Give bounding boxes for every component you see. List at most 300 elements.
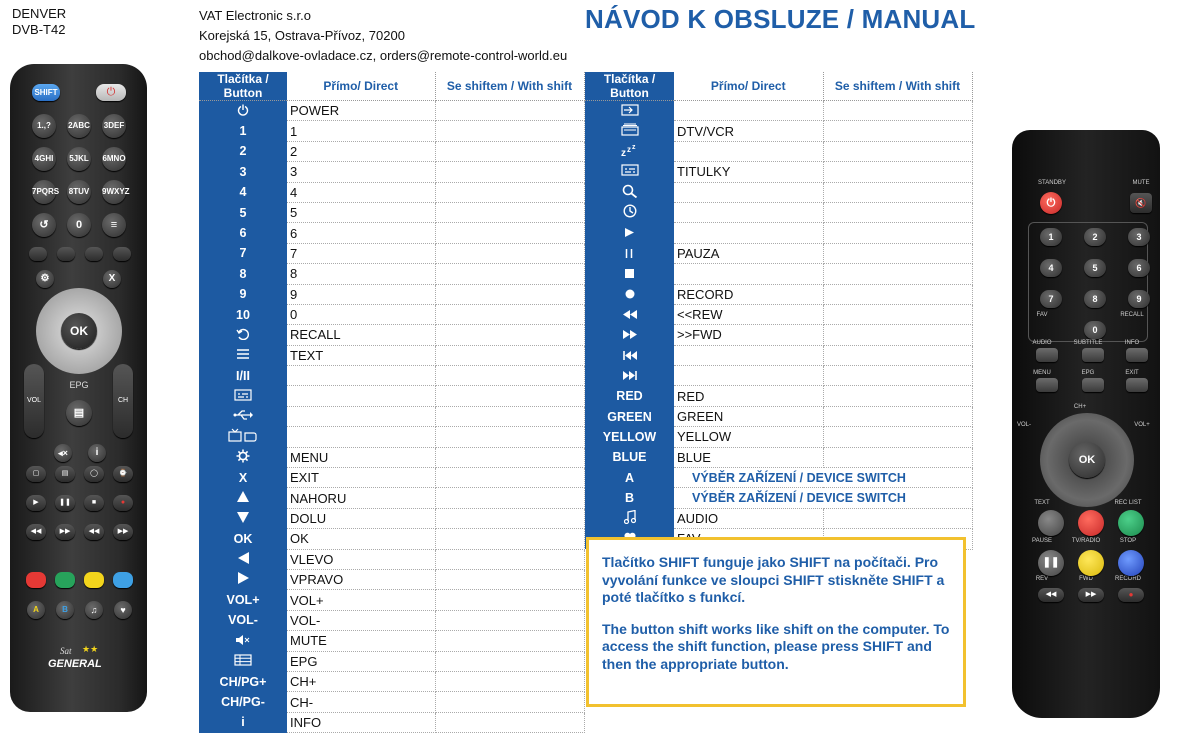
logo-stars: ★★ bbox=[82, 644, 99, 654]
button-cell bbox=[585, 121, 674, 141]
epg-key: ▤ bbox=[66, 400, 92, 426]
button-cell bbox=[585, 264, 674, 284]
shift-cell bbox=[435, 345, 584, 365]
dtv-vcr-icon bbox=[621, 123, 639, 139]
button-cell: 4 bbox=[199, 182, 287, 202]
direct-cell bbox=[287, 427, 435, 447]
original-key-label: FAV bbox=[1036, 312, 1048, 318]
original-key-label: VOL+ bbox=[1134, 422, 1150, 428]
original-key-label: TV/RADIO bbox=[1071, 538, 1101, 544]
direct-cell: RECORD bbox=[674, 284, 823, 304]
table-row bbox=[585, 427, 972, 447]
shift-cell bbox=[435, 243, 584, 263]
direct-cell bbox=[674, 223, 823, 243]
shift-cell bbox=[435, 386, 584, 406]
original-digit-key: 3 bbox=[1128, 228, 1150, 246]
original-function-key bbox=[1082, 348, 1104, 362]
button-cell bbox=[199, 569, 287, 589]
direct-cell: EXIT bbox=[287, 468, 435, 488]
model-name: DVB-T42 bbox=[12, 22, 66, 37]
original-key-label: REC LIST bbox=[1114, 500, 1142, 506]
note-english: The button shift works like shift on the computer. To access the shift function, please press SHIFT and then the appropriate button. bbox=[602, 620, 950, 672]
shift-cell bbox=[823, 386, 972, 406]
digit-key: 1.,? bbox=[32, 114, 56, 138]
button-cell: 8 bbox=[199, 264, 287, 284]
direct-cell bbox=[287, 406, 435, 426]
b-key: B bbox=[56, 601, 74, 619]
original-digit-key: 2 bbox=[1084, 228, 1106, 246]
shift-cell bbox=[823, 284, 972, 304]
button-cell: i bbox=[199, 712, 287, 732]
table-row bbox=[585, 141, 972, 161]
direct-cell: INFO bbox=[287, 712, 435, 732]
company-block bbox=[199, 6, 567, 66]
shift-cell bbox=[435, 427, 584, 447]
original-ok-key: OK bbox=[1069, 442, 1105, 478]
button-cell: VOL- bbox=[199, 610, 287, 630]
original-rev-key: ◀◀ bbox=[1038, 588, 1064, 602]
subtitle-icon bbox=[234, 389, 252, 404]
media-key: ◀◀ bbox=[84, 524, 104, 540]
logo-general: GENERAL bbox=[48, 658, 102, 670]
direct-cell: VOL- bbox=[287, 610, 435, 630]
table-row bbox=[585, 304, 972, 324]
col-header-button: Tlačítka / Button bbox=[199, 72, 287, 101]
button-cell bbox=[199, 651, 287, 671]
button-cell bbox=[585, 304, 674, 324]
mute-icon bbox=[236, 634, 250, 648]
shift-cell bbox=[435, 549, 584, 569]
button-cell bbox=[585, 141, 674, 161]
fav-key: ♥ bbox=[114, 601, 132, 619]
media-key: ◯ bbox=[84, 466, 104, 482]
button-cell bbox=[199, 345, 287, 365]
fast-forward-icon bbox=[623, 328, 637, 342]
power-button: ⏻ bbox=[96, 84, 126, 101]
power-icon bbox=[237, 104, 249, 119]
direct-cell: PAUZA bbox=[674, 243, 823, 263]
button-cell bbox=[585, 162, 674, 182]
button-cell bbox=[199, 508, 287, 528]
button-cell: OK bbox=[199, 529, 287, 549]
direct-cell: 5 bbox=[287, 202, 435, 222]
col-header-direct: Přímo/ Direct bbox=[287, 72, 435, 101]
shift-cell bbox=[435, 304, 584, 324]
usb-icon bbox=[233, 409, 253, 424]
shift-cell bbox=[823, 121, 972, 141]
company-name: VAT Electronic s.r.o bbox=[199, 8, 311, 23]
shift-cell bbox=[435, 121, 584, 141]
original-digit-key: 0 bbox=[1084, 321, 1106, 339]
direct-cell: 8 bbox=[287, 264, 435, 284]
shift-cell bbox=[435, 182, 584, 202]
original-key-label: RECORD bbox=[1114, 576, 1141, 582]
table-row bbox=[585, 468, 972, 488]
button-cell: 1 bbox=[199, 121, 287, 141]
button-cell bbox=[199, 549, 287, 569]
shift-cell bbox=[823, 223, 972, 243]
table-row bbox=[585, 121, 972, 141]
text-key: ≡ bbox=[102, 213, 126, 237]
direct-cell: 0 bbox=[287, 304, 435, 324]
media-key: ▶ bbox=[26, 495, 46, 511]
zoom-icon bbox=[622, 184, 638, 201]
shift-cell bbox=[435, 692, 584, 712]
button-cell bbox=[585, 202, 674, 222]
direct-cell: TEXT bbox=[287, 345, 435, 365]
button-cell bbox=[199, 101, 287, 121]
original-function-key bbox=[1082, 378, 1104, 392]
previous-icon bbox=[623, 349, 637, 363]
original-key-label: EXIT bbox=[1125, 370, 1139, 376]
direct-cell: MUTE bbox=[287, 631, 435, 651]
media-key: ❚❚ bbox=[55, 495, 75, 511]
media-key: ▶▶ bbox=[55, 524, 75, 540]
shift-cell bbox=[435, 284, 584, 304]
original-key-label: FWD bbox=[1079, 576, 1093, 582]
col-header-shift: Se shiftem / With shift bbox=[823, 72, 972, 101]
epg-icon bbox=[234, 654, 252, 669]
button-cell bbox=[585, 182, 674, 202]
recall-icon bbox=[236, 328, 250, 343]
pause-icon bbox=[625, 247, 634, 261]
subtitle-icon bbox=[621, 164, 639, 179]
a-key: A bbox=[27, 601, 45, 619]
direct-cell: >>FWD bbox=[674, 325, 823, 345]
direct-cell: VLEVO bbox=[287, 549, 435, 569]
table-row bbox=[585, 406, 972, 426]
button-cell bbox=[585, 345, 674, 365]
shift-cell bbox=[435, 488, 584, 508]
table-row bbox=[199, 712, 972, 732]
arrow-down-icon bbox=[237, 512, 249, 526]
button-cell: 10 bbox=[199, 304, 287, 324]
record-icon bbox=[625, 288, 635, 302]
shift-cell bbox=[435, 671, 584, 691]
button-cell: BLUE bbox=[585, 447, 674, 467]
table-row bbox=[585, 182, 972, 202]
button-cell bbox=[199, 406, 287, 426]
button-cell: RED bbox=[585, 386, 674, 406]
shift-cell bbox=[435, 406, 584, 426]
original-yellow-key bbox=[1078, 550, 1104, 576]
direct-cell: EPG bbox=[287, 651, 435, 671]
shift-cell bbox=[823, 447, 972, 467]
direct-cell bbox=[674, 202, 823, 222]
direct-cell: CH- bbox=[287, 692, 435, 712]
media-key: ▢ bbox=[26, 466, 46, 482]
direct-cell: POWER bbox=[287, 101, 435, 121]
music-icon bbox=[624, 510, 636, 527]
original-key-label: INFO bbox=[1124, 340, 1140, 346]
direct-cell: DTV/VCR bbox=[674, 121, 823, 141]
digit-key: 6MNO bbox=[102, 147, 126, 171]
table-row bbox=[585, 223, 972, 243]
original-function-key bbox=[1036, 348, 1058, 362]
button-cell: X bbox=[199, 468, 287, 488]
digit-key: 2ABC bbox=[67, 114, 91, 138]
table-row bbox=[585, 508, 972, 528]
svg-text:z: z bbox=[631, 143, 635, 151]
standby-key: ⏻ bbox=[1040, 192, 1062, 214]
media-key: ◀◀ bbox=[26, 524, 46, 540]
stop-icon bbox=[625, 267, 634, 281]
shift-cell bbox=[435, 651, 584, 671]
original-text-key bbox=[1038, 510, 1064, 536]
shift-cell bbox=[823, 406, 972, 426]
play-icon bbox=[625, 226, 634, 240]
button-cell: YELLOW bbox=[585, 427, 674, 447]
ch-rocker: CH bbox=[113, 364, 133, 438]
sleep-icon bbox=[621, 143, 639, 160]
direct-cell: DOLU bbox=[287, 508, 435, 528]
direct-cell: 4 bbox=[287, 182, 435, 202]
original-pause-key: ❚❚ bbox=[1038, 550, 1064, 576]
media-key: ● bbox=[113, 495, 133, 511]
original-record-key: ● bbox=[1118, 588, 1144, 602]
original-green-key bbox=[1118, 510, 1144, 536]
original-key-label: TEXT bbox=[1034, 500, 1050, 506]
table-row bbox=[585, 284, 972, 304]
shift-cell bbox=[823, 182, 972, 202]
logo-sat: Sat bbox=[60, 646, 72, 656]
svg-text:z: z bbox=[620, 147, 626, 157]
arrow-left-icon bbox=[238, 552, 249, 567]
shift-cell bbox=[435, 468, 584, 488]
original-digit-key: 5 bbox=[1084, 259, 1106, 277]
function-key bbox=[85, 247, 103, 261]
function-key bbox=[57, 247, 75, 261]
button-cell bbox=[585, 101, 674, 121]
direct-cell: NAHORU bbox=[287, 488, 435, 508]
direct-cell bbox=[674, 366, 823, 386]
direct-cell: TITULKY bbox=[674, 162, 823, 182]
col-header-direct: Přímo/ Direct bbox=[674, 72, 823, 101]
direct-cell: 2 bbox=[287, 141, 435, 161]
universal-remote-image bbox=[10, 64, 147, 712]
shift-cell bbox=[435, 447, 584, 467]
company-address: Korejská 15, Ostrava-Přívoz, 70200 bbox=[199, 28, 405, 43]
direct-cell: GREEN bbox=[674, 406, 823, 426]
button-cell: I/II bbox=[199, 366, 287, 386]
shift-cell bbox=[435, 610, 584, 630]
direct-cell: YELLOW bbox=[674, 427, 823, 447]
direct-cell: VOL+ bbox=[287, 590, 435, 610]
col-header-shift: Se shiftem / With shift bbox=[435, 72, 584, 101]
direct-cell bbox=[674, 345, 823, 365]
blue-key bbox=[113, 572, 133, 588]
shift-cell bbox=[435, 202, 584, 222]
button-cell bbox=[585, 508, 674, 528]
button-cell bbox=[199, 386, 287, 406]
original-digit-key: 4 bbox=[1040, 259, 1062, 277]
original-digit-key: 6 bbox=[1128, 259, 1150, 277]
button-cell bbox=[199, 325, 287, 345]
shift-cell bbox=[823, 162, 972, 182]
page-title: NÁVOD K OBSLUZE / MANUAL bbox=[585, 4, 976, 34]
table-row bbox=[585, 488, 972, 508]
table-row bbox=[585, 366, 972, 386]
shift-cell bbox=[435, 264, 584, 284]
media-key: ▤ bbox=[55, 466, 75, 482]
original-remote-image bbox=[1012, 130, 1160, 718]
gear-key: ⚙ bbox=[36, 270, 54, 288]
shift-button: SHIFT bbox=[32, 84, 60, 101]
table-row bbox=[585, 101, 972, 121]
mute-label: MUTE bbox=[1132, 180, 1150, 186]
red-key bbox=[26, 572, 46, 588]
button-cell: 2 bbox=[199, 141, 287, 161]
col-header-button: Tlačítka / Button bbox=[585, 72, 674, 101]
button-cell bbox=[585, 223, 674, 243]
shift-cell bbox=[435, 101, 584, 121]
input-icon bbox=[621, 104, 639, 119]
shift-cell bbox=[823, 345, 972, 365]
direct-cell: 3 bbox=[287, 162, 435, 182]
note-czech: Tlačítko SHIFT funguje jako SHIFT na počítači. Pro vyvolání funkce ve sloupci SHIFT stiskněte SHIFT a poté tlačítko s funkcí. bbox=[602, 554, 945, 605]
exit-key: X bbox=[103, 270, 121, 288]
button-cell bbox=[199, 427, 287, 447]
next-icon bbox=[623, 369, 637, 383]
yellow-key bbox=[84, 572, 104, 588]
button-cell: 7 bbox=[199, 243, 287, 263]
button-cell bbox=[585, 325, 674, 345]
button-cell: GREEN bbox=[585, 406, 674, 426]
digit-key: 5JKL bbox=[67, 147, 91, 171]
shift-cell bbox=[435, 529, 584, 549]
original-function-key bbox=[1036, 378, 1058, 392]
mute-key: 🔇 bbox=[1130, 193, 1152, 213]
table-row bbox=[585, 243, 972, 263]
arrow-up-icon bbox=[237, 491, 249, 505]
table-row bbox=[585, 386, 972, 406]
zero-key: 0 bbox=[67, 213, 91, 237]
table-row bbox=[585, 325, 972, 345]
original-digit-key: 1 bbox=[1040, 228, 1062, 246]
direct-cell: <<REW bbox=[674, 304, 823, 324]
direct-cell: VPRAVO bbox=[287, 569, 435, 589]
button-cell: 9 bbox=[199, 284, 287, 304]
original-key-label: SUBTITLE bbox=[1073, 340, 1103, 346]
button-cell bbox=[199, 488, 287, 508]
svg-text:z: z bbox=[626, 144, 631, 154]
original-digit-key: 8 bbox=[1084, 290, 1106, 308]
direct-cell: 1 bbox=[287, 121, 435, 141]
original-key-label: REV bbox=[1035, 576, 1049, 582]
original-key-label: CH+ bbox=[1073, 404, 1087, 410]
original-key-label: VOL- bbox=[1016, 422, 1031, 428]
right-key-table bbox=[585, 72, 973, 550]
direct-cell: 9 bbox=[287, 284, 435, 304]
media-key: ⌚ bbox=[113, 466, 133, 482]
table-row bbox=[585, 202, 972, 222]
shift-cell bbox=[435, 366, 584, 386]
shift-cell bbox=[435, 590, 584, 610]
shift-cell bbox=[823, 325, 972, 345]
button-cell bbox=[199, 447, 287, 467]
shift-cell bbox=[435, 712, 584, 732]
recall-key: ↺ bbox=[32, 213, 56, 237]
direct-cell: 6 bbox=[287, 223, 435, 243]
shift-cell bbox=[823, 202, 972, 222]
button-cell: 6 bbox=[199, 223, 287, 243]
menu-lines-icon bbox=[236, 348, 250, 363]
original-digit-key: 9 bbox=[1128, 290, 1150, 308]
digit-key: 7PQRS bbox=[32, 180, 56, 204]
direct-cell: RED bbox=[674, 386, 823, 406]
original-fwd-key: ▶▶ bbox=[1078, 588, 1104, 602]
device-switch-cell: VÝBĚR ZAŘÍZENÍ / DEVICE SWITCH bbox=[674, 488, 972, 508]
brand-name: DENVER bbox=[12, 6, 67, 21]
gear-icon bbox=[236, 449, 250, 466]
shift-cell bbox=[435, 508, 584, 528]
arrow-right-icon bbox=[238, 572, 249, 587]
button-cell: 3 bbox=[199, 162, 287, 182]
direct-cell: CH+ bbox=[287, 671, 435, 691]
shift-cell bbox=[435, 325, 584, 345]
function-key bbox=[29, 247, 47, 261]
button-cell: 5 bbox=[199, 202, 287, 222]
button-cell bbox=[199, 631, 287, 651]
direct-cell: OK bbox=[287, 529, 435, 549]
function-key bbox=[113, 247, 131, 261]
shift-cell bbox=[435, 223, 584, 243]
direct-cell: RECALL bbox=[287, 325, 435, 345]
shift-cell bbox=[823, 304, 972, 324]
original-function-key bbox=[1126, 378, 1148, 392]
direct-cell bbox=[674, 101, 823, 121]
shift-cell bbox=[823, 141, 972, 161]
original-key-label: RECALL bbox=[1120, 312, 1144, 318]
brand-block bbox=[12, 6, 66, 38]
direct-cell bbox=[287, 366, 435, 386]
original-key-label: PAUSE bbox=[1032, 538, 1052, 544]
table-row bbox=[585, 447, 972, 467]
button-cell bbox=[585, 243, 674, 263]
media-key: ▶▶ bbox=[113, 524, 133, 540]
original-key-label: AUDIO bbox=[1032, 340, 1052, 346]
direct-cell bbox=[287, 386, 435, 406]
direct-cell: MENU bbox=[287, 447, 435, 467]
shift-note-box bbox=[586, 537, 966, 707]
direct-cell: 7 bbox=[287, 243, 435, 263]
digit-key: 3DEF bbox=[102, 114, 126, 138]
original-red-key bbox=[1078, 510, 1104, 536]
shift-cell bbox=[435, 141, 584, 161]
rewind-icon bbox=[623, 308, 637, 322]
company-emails: obchod@dalkove-ovladace.cz, orders@remote-control-world.eu bbox=[199, 48, 568, 63]
original-key-label: MENU bbox=[1033, 370, 1051, 376]
green-key bbox=[55, 572, 75, 588]
shift-cell bbox=[823, 366, 972, 386]
original-key-label: EPG bbox=[1081, 370, 1095, 376]
digit-key: 4GHI bbox=[32, 147, 56, 171]
shift-cell bbox=[823, 101, 972, 121]
info-key: i bbox=[88, 444, 106, 462]
table-row bbox=[585, 345, 972, 365]
shift-cell bbox=[823, 243, 972, 263]
epg-label: EPG bbox=[69, 380, 89, 390]
digit-key: 9WXYZ bbox=[102, 180, 126, 204]
audio-key: ♫ bbox=[85, 601, 103, 619]
media-key: ■ bbox=[84, 495, 104, 511]
button-cell: CH/PG+ bbox=[199, 671, 287, 691]
original-key-label: STOP bbox=[1119, 538, 1137, 544]
shift-cell bbox=[823, 508, 972, 528]
shift-cell bbox=[823, 264, 972, 284]
direct-cell: BLUE bbox=[674, 447, 823, 467]
button-cell bbox=[585, 366, 674, 386]
